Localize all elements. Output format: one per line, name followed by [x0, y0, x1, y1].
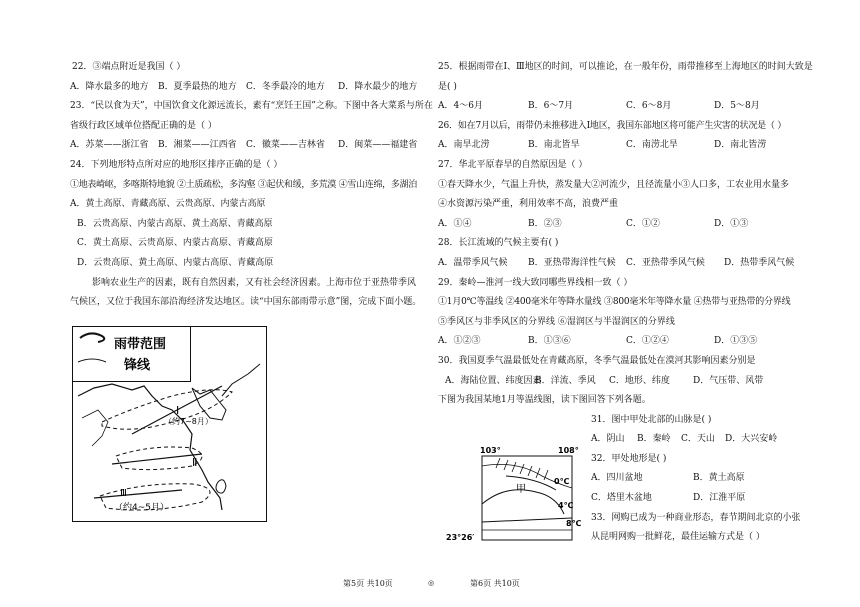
question-22: 22．③端点附近是我国（ ） — [72, 62, 186, 72]
svg-text:Ⅱ: Ⅱ — [192, 456, 198, 469]
svg-text:Ⅰ: Ⅰ — [176, 404, 180, 417]
question-24: 24．下列地形特点所对应的地形区排序正确的是（ ） — [70, 159, 283, 170]
svg-text:4℃: 4℃ — [558, 501, 574, 510]
passage: 影响农业生产的因素，既有自然因素，又有社会经济因素。上海市位于亚热带季风 — [92, 277, 417, 288]
rain-belt-map — [72, 326, 267, 522]
q28-options: A．温带季风气候 B．亚热带海洋性气候 C．亚热带季风气候 D．热带季风气候 — [438, 257, 795, 268]
question-30: 30．我国夏季气温最低处在青藏高原，冬季气温最低处在漠河其影响因素分别是 — [438, 355, 756, 366]
question-23: 23．“民以食为天”，中国饮食文化源远流长，素有“烹饪王国”之称。下图中各大菜系与所在 — [70, 101, 433, 112]
svg-text:Ⅲ: Ⅲ — [120, 488, 127, 499]
question-32: 32．甲处地形是( ) — [591, 453, 667, 464]
q22-options: A．降水最多的地方 B．夏季最热的地方 C．冬季最冷的地方 D．降水最少的地方 — [70, 81, 418, 92]
question-29: 29．秦岭—淮河一线大致同哪些界线相一致（ ） — [438, 277, 633, 288]
q25-options: A．4～6月 B．6～7月 C．6～8月 D．5～8月 — [438, 101, 760, 112]
page-number-left: 第5页 共10页 — [343, 579, 393, 588]
svg-text:（约4~5月）: （约4~5月） — [114, 503, 169, 513]
svg-text:103°: 103° — [480, 446, 501, 455]
svg-text:23°26′: 23°26′ — [446, 533, 475, 542]
svg-text:108°: 108° — [558, 446, 579, 455]
question-28: 28．长江流域的气候主要有( ) — [438, 238, 559, 249]
q32-options: A．四川盆地 B．黄土高原 — [591, 473, 745, 484]
q27-options: A．①④ B．②③ C．①② D．①③ — [438, 218, 749, 229]
svg-text:甲: 甲 — [516, 484, 526, 495]
binding-dot-icon: ◎ — [428, 579, 435, 587]
q29-options: A．①②③ B．①③⑥ C．①②④ D．①③⑤ — [438, 336, 758, 347]
svg-text:8℃: 8℃ — [566, 519, 581, 528]
svg-text:（约7~8月）: （约7~8月） — [164, 417, 213, 426]
left-column: 22．③端点附近是我国（ ） A．降水最多的地方 B．夏季最热的地方 C．冬季最冷的地方 D．降水最少的地方 23．“民以食为天”，中国饮食文化源远流长，素有“烹饪王国”之称。下图中各大菜系与所在 省级行政区域单位搭配正确的是（ ） A．苏菜——浙江省 B．湘菜——江西省 C．徽菜——吉林省 D．闽菜——福建省 24．下列地形特点所对应的地形区排序正确的是（ ） ①地表崎岖，多喀斯特地貌 ②土质疏松，多沟壑 ③起伏和缓，多荒漠 ④雪山连绵，多湖泊 A．黄土高原、青藏高原、云贵高原、内蒙古高原 B．云贵高原、内蒙古高原、黄土高原、青藏高原 C．黄土高原、云贵高原、内蒙古高原、青藏高原 D．云贵高原、黄土高原、内蒙古高原、青藏高原 影响农业生产的因素，既有自然因素，又有社会经济因素。上海市位于亚热带季风 气候区，又位于我国东部沿海经济发达地区。读“中国东部雨带示意”图，完成下面小题。 — [70, 58, 422, 313]
question-26: 26．如在7月以后，雨带仍未推移进入Ⅰ地区，我国东部地区将可能产生灾害的状况是（ ） — [438, 120, 787, 131]
question-27: 27．华北平原春旱的自然原因是（ ） — [438, 159, 588, 170]
page-number-right: 第6页 共10页 — [470, 579, 520, 588]
q26-options: A．南旱北涝 B．南北皆旱 C．南涝北旱 D．南北皆涝 — [438, 140, 767, 151]
question-25: 25．根据雨带在Ⅰ、Ⅲ地区的时间，可以推论，在一般年份，雨带推移至上海地区的时间大致是 — [438, 62, 813, 72]
figure-intro: 下图为我国某地1月等温线图，读下图回答下列各题。 — [438, 395, 651, 406]
question-33: 33．网购已成为一种商业形态，春节期间北京的小张 — [591, 512, 801, 523]
svg-text:雨带范围: 雨带范围 — [114, 337, 167, 352]
question-31: 31．图中甲处北部的山脉是( ) — [591, 414, 712, 425]
q30-options: A．海陆位置、纬度因素 B．洋流、季风 C．地形、纬度 D．气压带、风带 — [445, 375, 764, 386]
q31-options: A．阴山 B．秦岭 C．天山 D．大兴安岭 — [591, 434, 778, 445]
svg-text:0℃: 0℃ — [554, 477, 570, 486]
svg-text:锋线: 锋线 — [124, 358, 151, 373]
isotherm-map — [446, 444, 581, 549]
q23-options: A．苏菜——浙江省 B．湘菜——江西省 C．徽菜——吉林省 D．闽菜——福建省 — [70, 140, 418, 151]
right-column: 25．根据雨带在Ⅰ、Ⅲ地区的时间，可以推论，在一般年份，雨带推移至上海地区的时间大致是 是( ) A．4～6月 B．6～7月 C．6～8月 D．5～8月 26．如在7月以后，雨带仍未推移进入Ⅰ地区，我国东部地区将可能产生灾害的状况是（ ） A．南旱北涝 B．南北皆旱 C．南涝北旱 D．南北皆涝 27．华北平原春旱的自然原因是（ ） ①春天降水少，气温上升快，蒸发量大②河流少，且径流量小③人口多，工农业用水量多 ④水资源污染严重，利用效率不高，浪费严重 A．①④ B．②③ C．①② D．①③ 28．长江流域的气候主要有( ) A．温带季风气候 B．亚热带海洋性气候 C．亚热带季风气候 D．热带季风气候 29．秦岭—淮河一线大致同哪些界线相一致（ ） ①1月0℃等温线 ②400毫米年等降水量线 ③800毫米年等降水量 ④热带与亚热带的分界线 ⑤季风区与非季风区的分界线 ⑥湿润区与半湿润区的分界线 A．①②③ B．①③⑥ C．①②④ D．①③⑤ 30．我国夏季气温最低处在青藏高原，冬季气温最低处在漠河其影响因素分别是 A．海陆位置、纬度因素 B．洋流、季风 C．地形、纬度 D．气压带、风带 下图为我国某地1月等温线图，读下图回答下列各题。 31．图中甲处北部的山脉是( ) A．阴山 B．秦岭 C．天山 D．大兴安岭 32．甲处地形是( ) A．四川盆地 B．黄土高原 C．塔里木盆地 D．江淮平原 33．网购已成为一种商业形态，春节期间北京的小张 从昆明网购一批鲜花，最佳运输方式是（ ） — [438, 58, 813, 548]
